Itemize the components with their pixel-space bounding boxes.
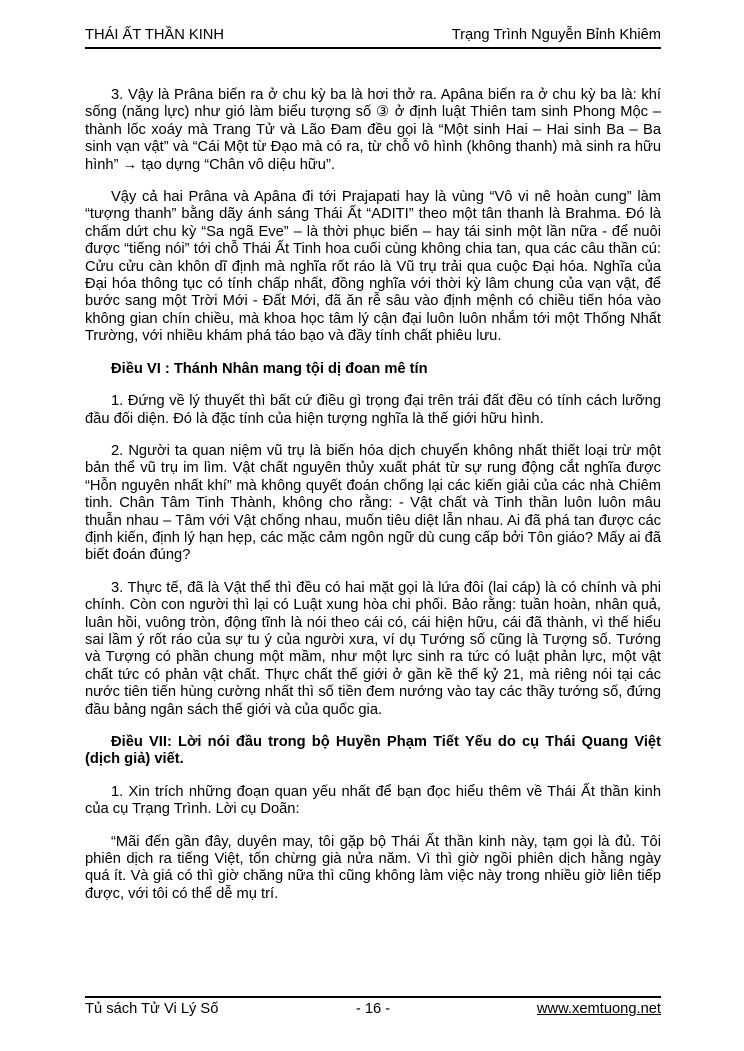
footer-website-link[interactable]: www.xemtuong.net (536, 1001, 661, 1017)
page-header (85, 0, 661, 49)
footer-page-number: - 16 - (355, 1001, 391, 1017)
paragraph-quan-niem-vu-tru: 2. Người ta quan niệm vũ trụ là biến hóa dịch chuyển không nhất thiết loại trừ một bản thể vũ trụ im lìm. Vật chất nguyên thủy xuất phát từ sự rung động cắt nghĩa được “Hỗn nguyên nhất khí” mà không quyết đoán chống lại các kiến giải của các nhà Chiêm tinh. Chân Tâm Tinh Thành, không cho rằng: - Vật chất và Tinh thần luôn luôn mâu thuẫn nhau – Tâm với Vật chống nhau, muốn tiêu diệt lẫn nhau. Ai đã phá tan được các định kiến, định lý hạn hẹp, các mặc cảm ngôn ngữ dù cung cấp bởi Tôn giáo? Mấy ai đã biết đoán đúng? (85, 442, 661, 564)
header-author: Trạng Trình Nguyễn Bỉnh Khiêm (451, 27, 661, 43)
paragraph-prajapati: Vậy cả hai Prâna và Apâna đi tới Prajapati hay là vùng “Vô vi nê hoàn cung” làm “tượng thanh” bằng dãy ánh sáng Thái Ất “ADITI” theo một tân thanh là Brahma. Đó là chấm dứt chu kỳ “Sa ngã Eve” – là thời phục biến – hay tái sinh một lần nữa - để nuôi được “tiếng nói” tới chỗ Thái Ất Tinh hoa cuối cùng không chia tan, qua các câu thần cú: Cửu cửu càn khôn dĩ định mà nghĩa rốt ráo là Vũ trụ trải qua cuộc Đại hóa. Nghĩa của Đại hóa thông tục có tính chấp nhất, đồng nghĩa với thời kỳ lâm chung của vạn vật, để bước sang một Trời Mới - Đất Mới, đã ăn rễ sâu vào định mệnh có chiều tiến hóa vào không gian chín chiều, mà khoa học tâm lý cận đại luôn luôn nhắm tới một Thống Nhất Trường, với nhiều khám phá táo bạo và đầy tính chất phiêu lưu. (85, 189, 661, 345)
paragraph-prana-cycle: 3. Vậy là Prâna biến ra ở chu kỳ ba là hơi thở ra. Apâna biến ra ở chu kỳ ba là: khí sống (năng lực) như gió làm biểu tượng số ③ ở định luật Thiên tam sinh Phong Mộc – thành lốc xoáy mà Trang Tử và Lão Đam đều gọi là “Một sinh Hai – Hai sinh Ba – Ba sinh vạn vật” và “Cái Một từ Đạo mà có ra, từ chỗ vô hình (không thanh) mà sinh ra hữu hình” → tạo dựng “Chân vô diệu hữu”. (85, 87, 661, 173)
paragraph-quote-mai-den: “Mãi đến gần đây, duyên may, tôi gặp bộ Thái Ất thần kinh này, tạm gọi là đủ. Tôi phiên dịch ra tiếng Việt, tốn chừng già nửa năm. Vì thì giờ ngồi phiên dịch hằng ngày quá ít. Và giá có thì giờ chăng nữa thì cũng không làm việc này trong nhiều giờ liên tiếp được, với tôi có thể dễ mụ trí. (85, 833, 661, 902)
paragraph-vat-the-hai-mat: 3. Thực tế, đã là Vật thể thì đều có hai mặt gọi là lứa đôi (lai cáp) là có chính và phi chính. Còn con người thì lại có Luật xung hòa chi phối. Bảo rằng: tuần hoàn, nhân quả, luân hồi, vuông tròn, động tĩnh là nói theo cái có, cái hiện hữu, cái đã thành, vì thế hiểu sai lầm ý rốt ráo của sự tu ý của người xưa, ví dụ Tướng số cũng là Tượng số. Tướng và Tượng có phần chung một mầm, như một lực sinh ra tức có luật phản lực, một vật chất tức có phản vật chất. Thực chất thế giới ở gần kề thế kỷ 21, mà riêng nói tại các nước tiên tiến hùng cường nhất thì số tiền đem nướng vào tay các thầy tướng số, đứng đầu bảng ngân sách thế giới và của quốc gia. (85, 579, 661, 718)
footer-series-title: Tủ sách Tử Vi Lý Số (85, 1001, 219, 1017)
document-body (85, 87, 661, 903)
paragraph-xin-trich: 1. Xin trích những đoạn quan yếu nhất để bạn đọc hiểu thêm về Thái Ất thần kinh của cụ Trạng Trình. Lời cụ Doãn: (85, 783, 661, 818)
header-book-title: THÁI ẤT THẦN KINH (85, 27, 225, 43)
heading-dieu-vii: Điều VII: Lời nói đầu trong bộ Huyền Phạm Tiết Yếu do cụ Thái Quang Việt (dịch giả) viết. (85, 734, 661, 768)
page-footer (85, 996, 661, 1018)
paragraph-ly-thuyet: 1. Đứng về lý thuyết thì bất cứ điều gì trọng đại trên trái đất đều có tính cách lưỡng đầu đối diện. Đó là đặc tính của hiện tượng nghĩa là thế giới hữu hình. (85, 393, 661, 427)
heading-dieu-vi: Điều VI : Thánh Nhân mang tội dị đoan mê tín (111, 360, 428, 377)
